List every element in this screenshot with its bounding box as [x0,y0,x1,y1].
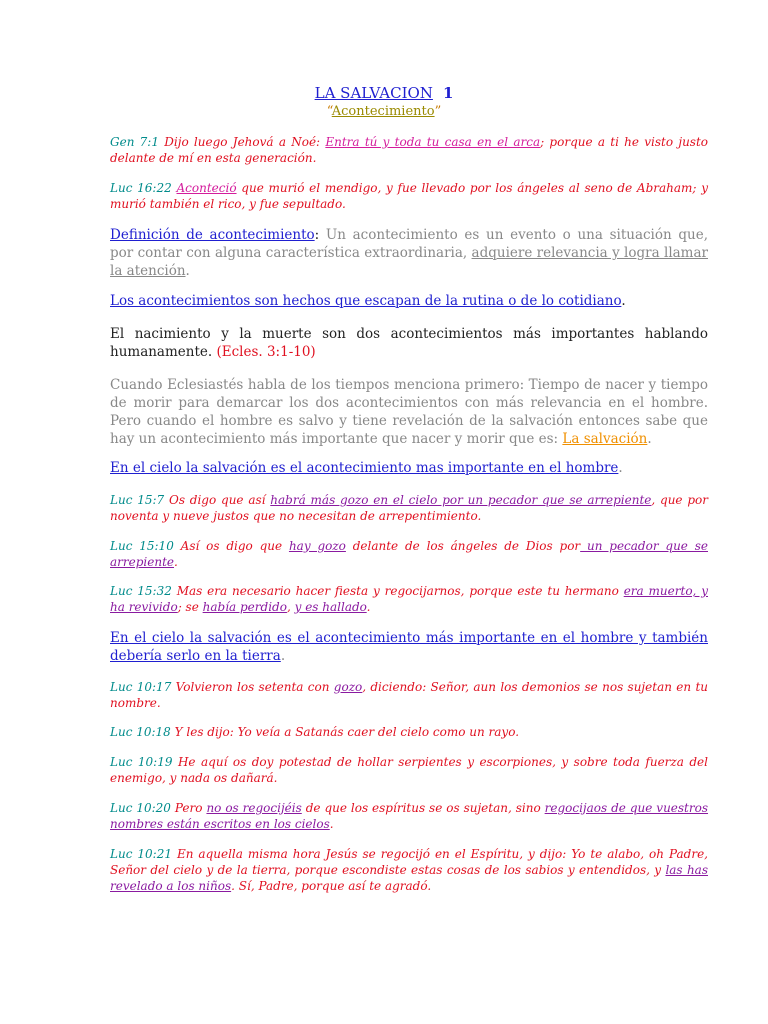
verse-highlight: regocijaos de que vuestros nombres están escritos en los cielos [110,801,709,831]
verse-ref: Luc 15:32 [110,584,172,598]
verse-ref: Luc 10:17 [110,680,172,694]
verse-highlight: hay gozo [288,539,346,553]
verse-text: Así os digo que [173,539,289,553]
verse-ref: Luc 16:22 [110,181,172,195]
colon: : [314,227,320,243]
verse-luc-10-20 [110,800,708,832]
subtitle [0,103,768,120]
verse-luc-15-32 [110,583,708,615]
title-number: 1 [442,84,454,102]
verse-text: de que los espíritus se os sujetan, sino [301,801,545,815]
verse-highlight: había perdido [202,600,287,614]
paragraph-ecclesiastes [110,376,708,448]
verse-highlight: no os regocijéis [206,801,302,815]
title-link[interactable]: LA SALVACION [314,84,433,102]
verse-highlight: Entra tú y toda tu casa en el arca [325,135,541,149]
paragraph-text: Cuando Eclesiastés habla de los tiempos menciona primero: Tiempo de nacer y tiempo de morir para demarcar los dos acontecimientos con más relevancia en el hombre. Pero cuando el hombre es salvo y tiene revelación de la salvación entonces sabe que hay un acontecimiento más importante que nacer y morir que es: [110,377,708,447]
verse-luc-10-21 [110,846,708,894]
page-title [0,84,768,102]
period: . [185,263,190,279]
verse-ref: Luc 15:7 [110,493,165,507]
subtitle-open-quote: “ [326,104,332,119]
paragraph-ref: (Ecles. 3:1-10) [216,344,316,360]
verse-luc-10-19 [110,754,708,786]
subtitle-text: Acontecimiento [331,104,435,119]
verse-text: Mas era necesario hacer fiesta y regocijarnos, porque este tu hermano [171,584,624,598]
verse-text: , que por noventa y nueve justos que no necesitan de arrepentimiento. [110,493,708,523]
verse-luc-10-18 [110,724,708,740]
verse-text: En aquella misma hora Jesús se regocijó en el Espíritu, y dijo: Yo te alabo, oh Padre, Señor del cielo y de la tierra, porque escondiste estas cosas de los sabios y entendidos, y [110,847,708,877]
verse-text: delante de los ángeles de Dios por [345,539,581,553]
period: . [329,817,334,831]
verse-gen-7-1 [110,134,708,166]
verse-luc-15-7 [110,492,708,524]
verse-text: Volvieron los setenta con [171,680,334,694]
paragraph-text: En el cielo la salvación es el acontecimiento mas importante en el hombre [110,460,619,476]
period: . [618,460,623,476]
verse-highlight: un pecador que se arrepiente [110,539,708,569]
verse-ref: Luc 10:19 [110,755,173,769]
paragraph-heaven-earth [110,629,708,665]
period: . [280,648,286,664]
definition-highlight: adquiere relevancia y logra llamar la atención [110,245,708,279]
definition-text: Un acontecimiento es un evento o una situación que, por contar con alguna característica extraordinaria, [110,227,708,261]
verse-luc-16-22 [110,180,708,212]
subtitle-close-quote: ” [434,104,442,119]
verse-text: , [286,600,295,614]
verse-highlight: habrá más gozo en el cielo por un pecador que se arrepiente [270,493,652,507]
verse-ref: Luc 10:18 [110,725,171,739]
verse-text: Y les dijo: Yo veía a Satanás caer del cielo como un rayo. [170,725,520,739]
verse-text: ; porque a ti he visto justo delante de mí en esta generación. [110,135,708,165]
verse-ref: Gen 7:1 [110,135,159,149]
verse-highlight: Aconteció [176,181,237,195]
paragraph-events [110,292,708,310]
period: . [366,600,371,614]
paragraph-birth-death [110,325,708,361]
definition-paragraph [110,226,708,280]
period: . [621,293,626,309]
definition-label: Definición de acontecimiento [110,227,315,243]
verse-text: que murió el mendigo, y fue llevado por los ángeles al seno de Abraham; y murió también el rico, y fue sepultado. [110,181,708,211]
period: . [647,431,652,447]
verse-luc-10-17 [110,679,708,711]
verse-highlight: gozo [333,680,363,694]
verse-text: Os digo que así [164,493,271,507]
verse-text: ; se [177,600,203,614]
verse-text: Pero [170,801,207,815]
verse-text: . Sí, Padre, porque así te agradó. [231,879,432,893]
period: . [174,555,178,569]
verse-highlight: y es hallado [294,600,367,614]
paragraph-text: Los acontecimientos son hechos que escapan de la rutina o de lo cotidiano [110,293,622,309]
verse-text: Dijo luego Jehová a Noé: [159,135,326,149]
verse-highlight: era muerto, y ha revivido [110,584,708,614]
verse-luc-15-10 [110,538,708,570]
verse-text: He aquí os doy potestad de hollar serpientes y escorpiones, y sobre toda fuerza del enemigo, y nada os dañará. [110,755,708,785]
verse-text: , diciendo: Señor, aun los demonios se nos sujetan en tu nombre. [110,680,708,710]
verse-ref: Luc 15:10 [110,539,174,553]
verse-ref: Luc 10:20 [110,801,171,815]
paragraph-text: El nacimiento y la muerte son dos acontecimientos más importantes hablando humanamente. [110,326,708,360]
verse-ref: Luc 10:21 [110,847,172,861]
verse-highlight: las has revelado a los niños [110,863,708,893]
salvation-highlight: La salvación [562,431,648,447]
paragraph-heaven-salvation [110,459,708,477]
paragraph-text: En el cielo la salvación es el acontecimiento más importante en el hombre y también debería serlo en la tierra [110,630,708,664]
